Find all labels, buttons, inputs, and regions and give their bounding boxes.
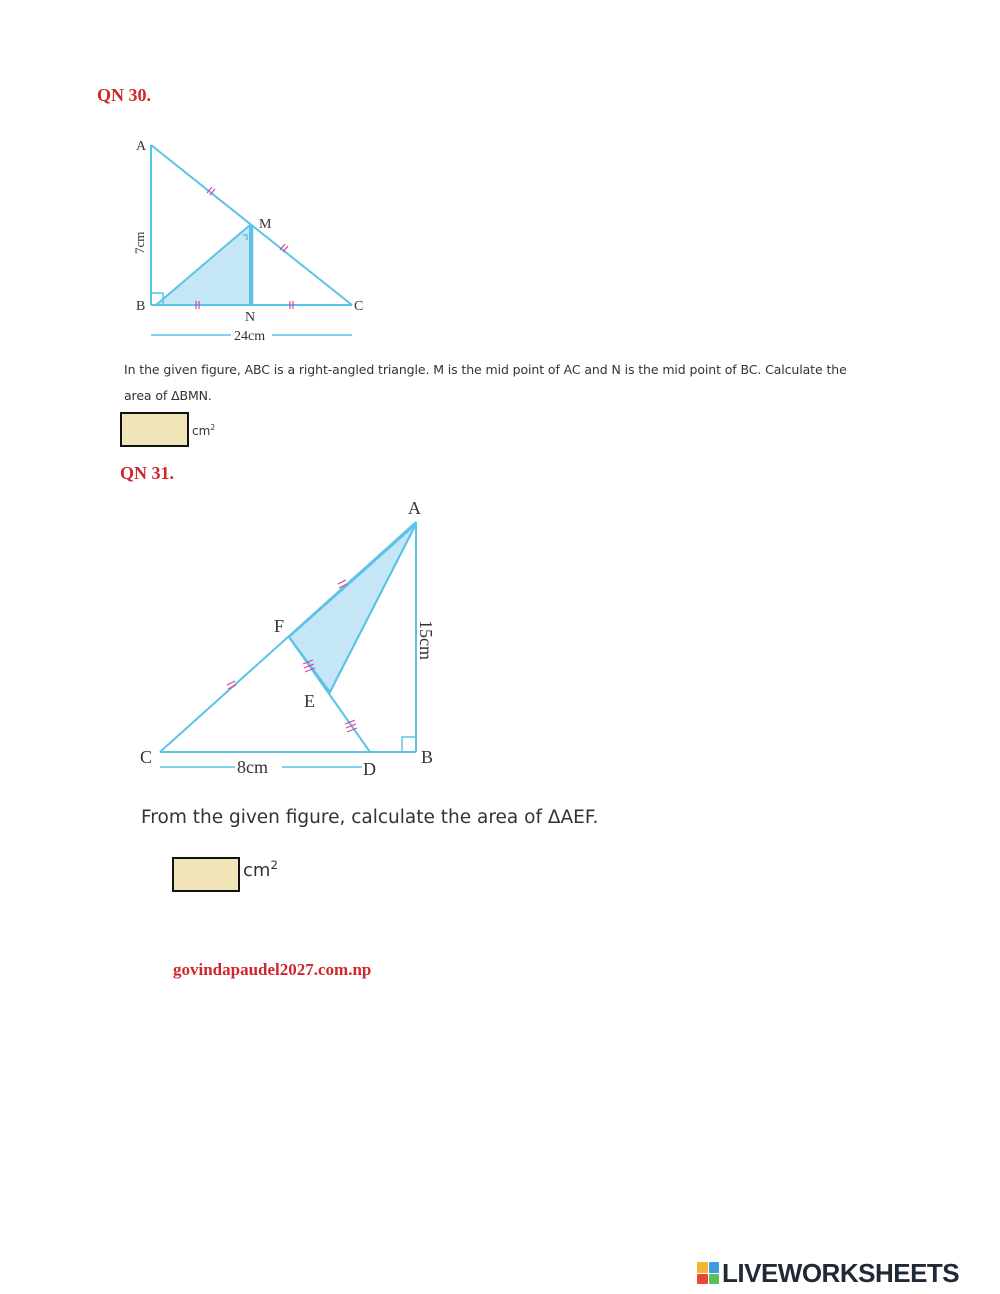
question-30-text-line1: In the given figure, ABC is a right-angled triangle. M is the mid point of AC and N is the mid point of BC. Calculate the	[124, 362, 847, 377]
question-30-title: QN 30.	[97, 85, 151, 105]
question-30-unit: $cm^2$	[192, 423, 216, 438]
label-side-ab: 7cm	[132, 231, 147, 254]
label-b: B	[421, 747, 434, 767]
label-c: C	[354, 299, 364, 314]
label-b: B	[136, 299, 146, 314]
label-a: A	[136, 139, 147, 154]
label-a: A	[408, 498, 421, 518]
label-f: F	[274, 616, 285, 636]
side-ac	[160, 522, 416, 752]
brand-name: LIVEWORKSHEETS	[722, 1257, 960, 1288]
label-side-bc: 24cm	[234, 329, 266, 344]
website-watermark: govindapaudel2027.com.np	[173, 960, 372, 979]
liveworksheets-brand	[697, 1258, 959, 1288]
question-31-title: QN 31.	[120, 463, 174, 483]
label-e: E	[304, 691, 315, 711]
question-30-text-line2: area of ΔBMN.	[124, 388, 212, 403]
label-d: D	[363, 759, 376, 779]
question-30-figure	[120, 130, 400, 350]
question-30-answer-input[interactable]	[120, 412, 189, 447]
right-angle-b	[402, 737, 416, 752]
question-31-unit: $cm^2$	[243, 858, 278, 881]
question-31-answer-input[interactable]	[172, 857, 240, 892]
label-side-cd: 8cm	[237, 757, 268, 777]
question-31-text: From the given figure, calculate the area of ΔAEF.	[141, 807, 599, 828]
liveworksheets-logo-icon	[697, 1262, 719, 1284]
label-n: N	[245, 310, 256, 325]
label-side-ab: 15cm	[416, 620, 436, 660]
triangle-bmn-shaded	[156, 225, 250, 305]
label-m: M	[259, 217, 272, 232]
question-31-figure	[130, 490, 450, 790]
label-c: C	[140, 747, 153, 767]
